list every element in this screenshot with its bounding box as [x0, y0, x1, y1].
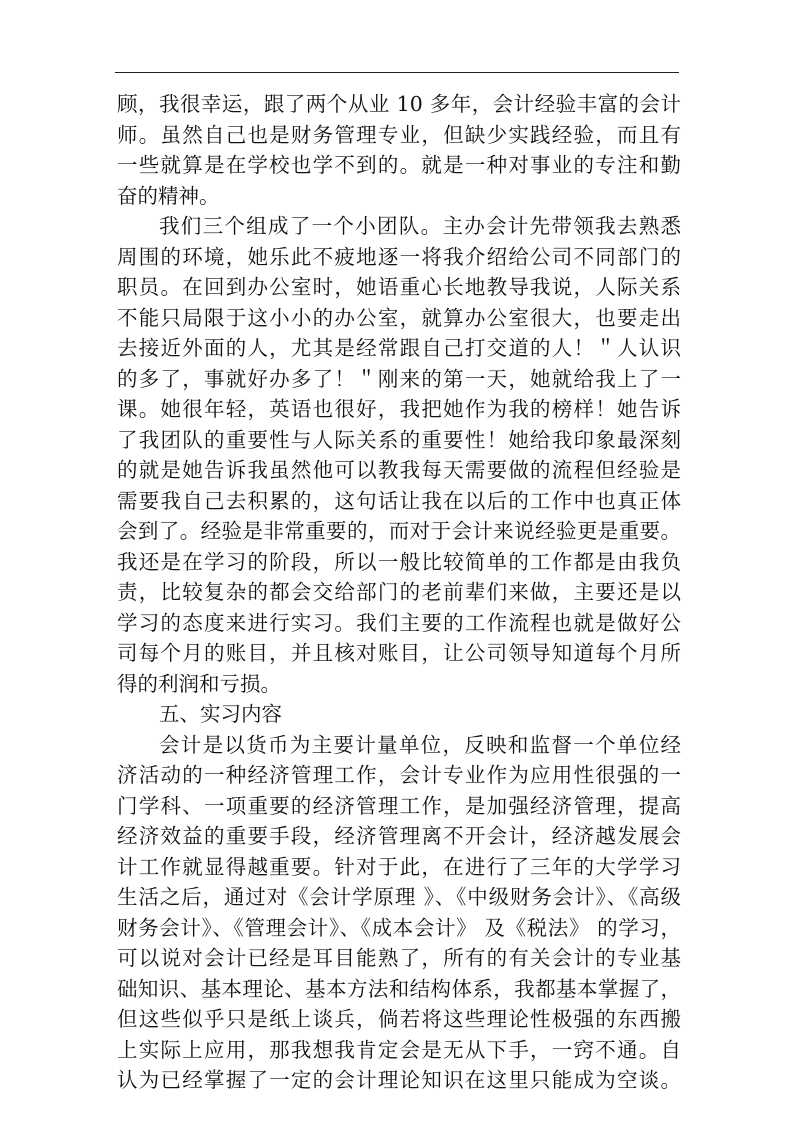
text-line: 学习的态度来进行实习。我们主要的工作流程也就是做好公 [117, 610, 681, 635]
text-line: 财务会计》、《管理会计》、《成本会计》 及《税法》 的学习， [117, 915, 681, 940]
text-line: 一些就算是在学校也学不到的。就是一种对事业的专注和勤 [117, 153, 681, 177]
text-line: 课。她很年轻，英语也很好，我把她作为我的榜样！她告诉 [117, 397, 681, 421]
text-line: 周围的环境，她乐此不疲地逐一将我介绍给公司不同部门的 [117, 244, 681, 269]
text-line: 不能只局限于这小小的办公室，就算办公室很大，也要走出 [117, 305, 681, 330]
text-line: 了我团队的重要性与人际关系的重要性！她给我印象最深刻 [117, 427, 681, 452]
text-line: 我还是在学习的阶段，所以一般比较简单的工作都是由我负 [117, 549, 681, 574]
text-line: 门学科、一项重要的经济管理工作，是加强经济管理，提高 [117, 793, 681, 818]
header-rule [115, 72, 679, 73]
text-line: 需要我自己去积累的，这句话让我在以后的工作中也真正体 [117, 488, 681, 513]
text-line: 责，比较复杂的都会交给部门的老前辈们来做，主要还是以 [117, 580, 681, 604]
text-line: 师。虽然自己也是财务管理专业，但缺少实践经验，而且有 [117, 122, 681, 147]
text-line: 经济效益的重要手段，经济管理离不开会计，经济越发展会 [117, 824, 681, 848]
text-line: 的多了，事就好办多了！＂刚来的第一天，她就给我上了一 [117, 366, 681, 391]
text-line: 奋的精神。 [117, 183, 220, 208]
text-line: 上实际上应用，那我想我肯定会是无从下手，一窍不通。自 [117, 1037, 681, 1062]
text-line: 可以说对会计已经是耳目能熟了，所有的有关会计的专业基 [117, 946, 681, 970]
text-line: 我们三个组成了一个小团队。主办会计先带领我去熟悉 [159, 214, 681, 238]
text-line: 计工作就显得越重要。针对于此，在进行了三年的大学学习 [117, 854, 681, 879]
text-line: 但这些似乎只是纸上谈兵，倘若将这些理论性极强的东西搬 [117, 1007, 681, 1031]
text-line: 五、实习内容 [159, 702, 282, 726]
text-line: 顾，我很幸运，跟了两个从业 10 多年，会计经验丰富的会计 [117, 92, 681, 116]
text-line: 得的利润和亏损。 [117, 671, 281, 696]
text-line: 会计是以货币为主要计量单位，反映和监督一个单位经 [159, 732, 681, 757]
text-line: 职员。在回到办公室时，她语重心长地教导我说，人际关系 [117, 275, 681, 299]
document-body [117, 89, 681, 1096]
text-line: 生活之后，通过对《会计学原理 》、《中级财务会计》、《高级 [117, 885, 681, 909]
text-line: 司每个月的账目，并且核对账目，让公司领导知道每个月所 [117, 641, 681, 665]
text-line: 认为已经掌握了一定的会计理论知识在这里只能成为空谈。 [117, 1068, 681, 1092]
text-line: 础知识、基本理论、基本方法和结构体系，我都基本掌握了， [117, 976, 681, 1001]
text-line: 会到了。经验是非常重要的，而对于会计来说经验更是重要。 [117, 519, 681, 543]
text-line: 去接近外面的人，尤其是经常跟自己打交道的人！＂人认识 [117, 336, 681, 360]
text-line: 济活动的一种经济管理工作，会计专业作为应用性很强的一 [117, 763, 681, 787]
text-line: 的就是她告诉我虽然他可以教我每天需要做的流程但经验是 [117, 458, 681, 482]
